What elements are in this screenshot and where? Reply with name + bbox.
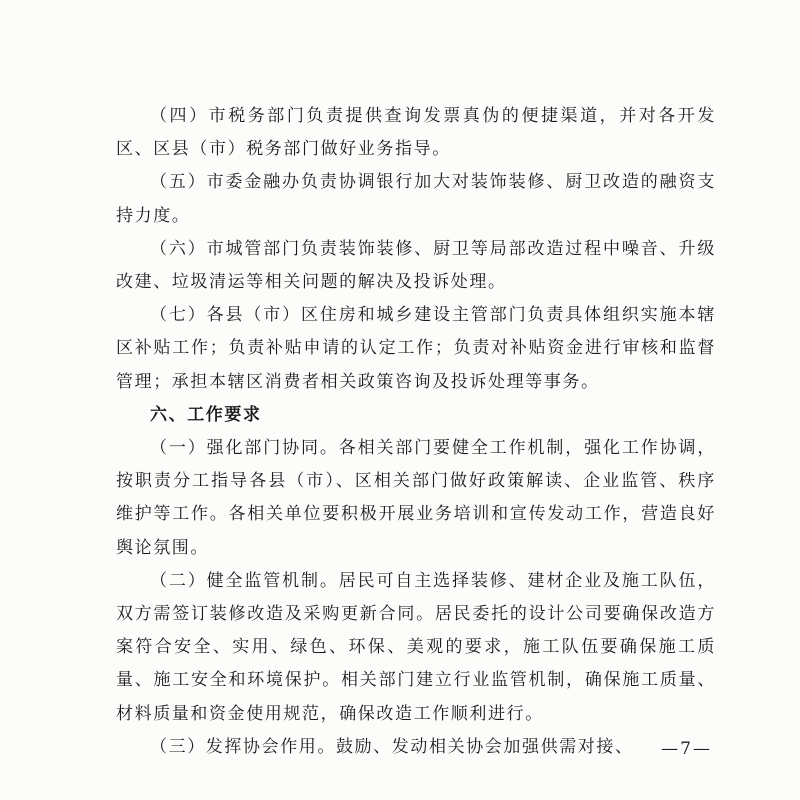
- page-number: —7—: [661, 739, 712, 759]
- paragraph-association-role: （三）发挥协会作用。鼓励、发动相关协会加强供需对接、: [150, 736, 634, 757]
- paragraph-department-coordination: （一）强化部门协同。各相关部门要健全工作机制，强化工作协调，按职责分工指导各县（市）、区相关部门做好政策解读、企业监管、秩序维护等工作。各相关单位要积极开展业务培训和宣传发动工作，营造良好舆论氛围。: [116, 438, 716, 558]
- paragraph-finance-office: （五）市委金融办负责协调银行加大对装饰装修、厨卫改造的融资支持力度。: [116, 172, 716, 226]
- paragraph-urban-management: （六）市城管部门负责装饰装修、厨卫等局部改造过程中噪音、升级改建、垃圾清运等相关问题的解决及投诉处理。: [116, 238, 716, 293]
- document-body: [116, 100, 716, 764]
- section-heading-work-requirements: 六、工作要求: [150, 404, 262, 425]
- paragraph-supervision-mechanism: （二）健全监管机制。居民可自主选择装修、建材企业及施工队伍，双方需签订装修改造及采购更新合同。居民委托的设计公司要确保改造方案符合安全、实用、绿色、环保、美观的要求，施工队伍要确保施工质量、施工安全和环境保护。相关部门建立行业监管机制，确保施工质量、材料质量和资金使用规范，确保改造工作顺利进行。: [116, 570, 716, 724]
- paragraph-tax-department: （四）市税务部门负责提供查询发票真伪的便捷渠道，并对各开发区、区县（市）税务部门做好业务指导。: [116, 106, 716, 160]
- paragraph-county-housing: （七）各县（市）区住房和城乡建设主管部门负责具体组织实施本辖区补贴工作；负责补贴申请的认定工作；负责对补贴资金进行审核和监督管理；承担本辖区消费者相关政策咨询及投诉处理等事务。: [116, 305, 716, 392]
